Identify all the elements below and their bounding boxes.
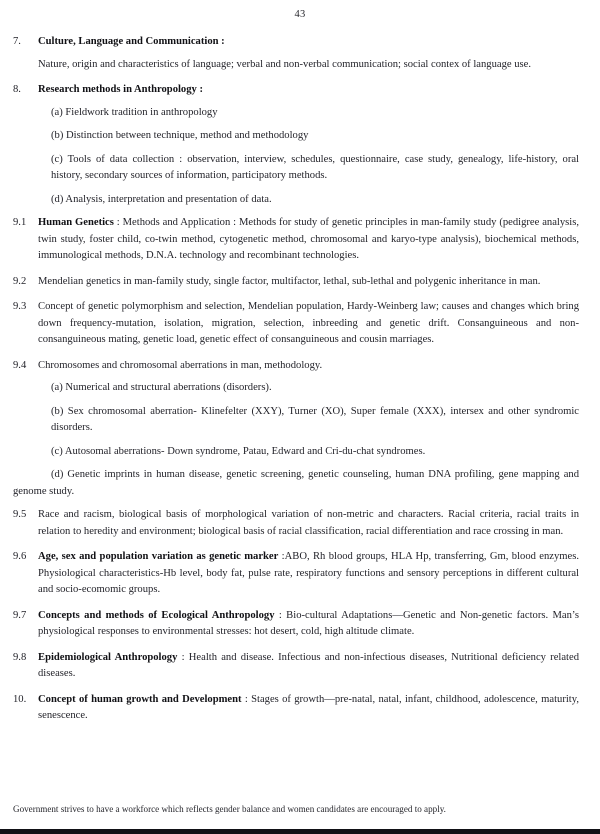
page-number: 43 <box>294 9 306 20</box>
entry-lead: Epidemiological Anthropology <box>38 651 178 663</box>
syllabus-entry-9-5 <box>0 507 600 540</box>
syllabus-content <box>0 34 600 725</box>
entry-text: Race and racism, biological basis of morphological variation of non-metric and characters. Racial criteria, racial traits in relation to heredity and environment; biological basis of racial classification, racial differentiation and race crossing in man. <box>38 509 579 537</box>
entry-text <box>38 549 579 599</box>
entry-lead: Age, sex and population variation as genetic marker <box>38 551 279 562</box>
entry-number: 9.8 <box>13 651 27 663</box>
entry-rest: : Bio-cultural Adaptations—Genetic and Non-genetic factors. Man’s physiological responses to environmental stresses: hot desert, cold, high altitude climate. <box>38 609 579 637</box>
entry-heading-text: Culture, Language and Communication : <box>38 36 225 47</box>
entry-text <box>38 650 579 683</box>
entry-number: 9.1 <box>13 217 27 228</box>
sub-item-a: (a) Numerical and structural aberrations (disorders). <box>51 382 272 393</box>
syllabus-entry-9-8 <box>0 650 600 683</box>
syllabus-entry-9-1 <box>0 215 600 265</box>
entry-number: 9.7 <box>13 609 27 621</box>
entry-heading <box>38 82 579 99</box>
entry-heading <box>38 34 579 51</box>
syllabus-entry-9-2 <box>0 274 600 291</box>
sub-item-d: (d) Analysis, interpretation and presentation of data. <box>51 193 272 205</box>
syllabus-entry-10 <box>0 692 600 725</box>
sub-item-b: (b) Sex chromosomal aberration- Klinefelter (XXY), Turner (XO), Super female (XXX), intersex and other syndromic disorders. <box>51 405 579 433</box>
entry-rest: : Stages of growth—pre-natal, natal, infant, childhood, adolescence, maturity, senescence. <box>38 693 579 721</box>
syllabus-entry-9-6 <box>0 549 600 599</box>
sub-item-d: (d) Genetic imprints in human disease, genetic screening, genetic counseling, human DNA profiling, gene mapping and genome study. <box>13 469 579 497</box>
footer-note: Government strives to have a workforce which reflects gender balance and women candidates are encouraged to apply. <box>13 804 446 814</box>
entry-number: 9.4 <box>13 359 27 371</box>
entry-text: Concept of genetic polymorphism and selection, Mendelian population, Hardy-Weinberg law; causes and changes which bring down frequency-mutation, isolation, migration, selection, inbreeding and genetic drift. Consanguineous and non-consanguineous mating, genetic load, genetic effect of consanguineous and cousin marriages. <box>38 301 579 345</box>
entry-lead: Concepts and methods of Ecological Anthropology <box>38 609 275 621</box>
entry-number: 9.6 <box>13 551 27 562</box>
entry-text <box>38 608 579 641</box>
syllabus-entry-9-4 <box>0 358 600 375</box>
syllabus-entry-8 <box>0 82 600 99</box>
entry-number: 9.3 <box>13 301 27 312</box>
entry-number: 9.2 <box>13 275 27 287</box>
entry-paragraph: Nature, origin and characteristics of language; verbal and non-verbal communication; social contex of language use. <box>38 58 532 70</box>
entry-number: 8. <box>13 84 21 95</box>
entry-heading-text: Research methods in Anthropology : <box>38 84 203 95</box>
syllabus-entry-9-3 <box>0 299 600 349</box>
entry-text <box>38 215 579 265</box>
sub-item-c: (c) Autosomal aberrations- Down syndrome, Patau, Edward and Cri-du-chat syndromes. <box>51 445 426 457</box>
entry-text <box>38 692 579 725</box>
entry-lead: Human Genetics <box>38 217 114 228</box>
entry-text: Chromosomes and chromosomal aberrations in man, methodology. <box>38 359 323 371</box>
entry-lead: Concept of human growth and Development <box>38 693 242 705</box>
syllabus-entry-7-paragraph <box>0 57 600 74</box>
entry-rest: :ABO, Rh blood groups, HLA Hp, transferring, Gm, blood enzymes. Physiological characteristics-Hb level, body fat, pulse rate, respiratory functions and sensory perceptions in different cultural and socio-ecomomic groups. <box>38 551 579 595</box>
entry-rest: : Methods and Application : Methods for study of genetic principles in man-family study (pedigree analysis, twin study, foster child, co-twin method, cytogenetic method, chromosomal and karyo-type analysis), biochemical methods, immunological methods, D.N.A. technology and recombinant technologies. <box>38 217 579 261</box>
sub-item-a: (a) Fieldwork tradition in anthropology <box>51 106 218 118</box>
entry-number: 7. <box>13 36 21 47</box>
entry-rest: : Health and disease. Infectious and non-infectious diseases, Nutritional deficiency related diseases. <box>38 651 580 679</box>
syllabus-entry-9-7 <box>0 608 600 641</box>
entry-number: 10. <box>13 693 27 705</box>
sub-item-c: (c) Tools of data collection : observation, interview, schedules, questionnaire, case study, genealogy, life-history, oral history, secondary sources of information, participatory methods. <box>51 153 579 181</box>
sub-item-b: (b) Distinction between technique, method and methodology <box>51 130 309 141</box>
entry-number: 9.5 <box>13 509 27 520</box>
page-bottom-bar <box>0 829 600 834</box>
entry-text: Mendelian genetics in man-family study, single factor, multifactor, lethal, sub-lethal and polygenic inheritance in man. <box>38 275 541 287</box>
syllabus-entry-7 <box>0 34 600 51</box>
